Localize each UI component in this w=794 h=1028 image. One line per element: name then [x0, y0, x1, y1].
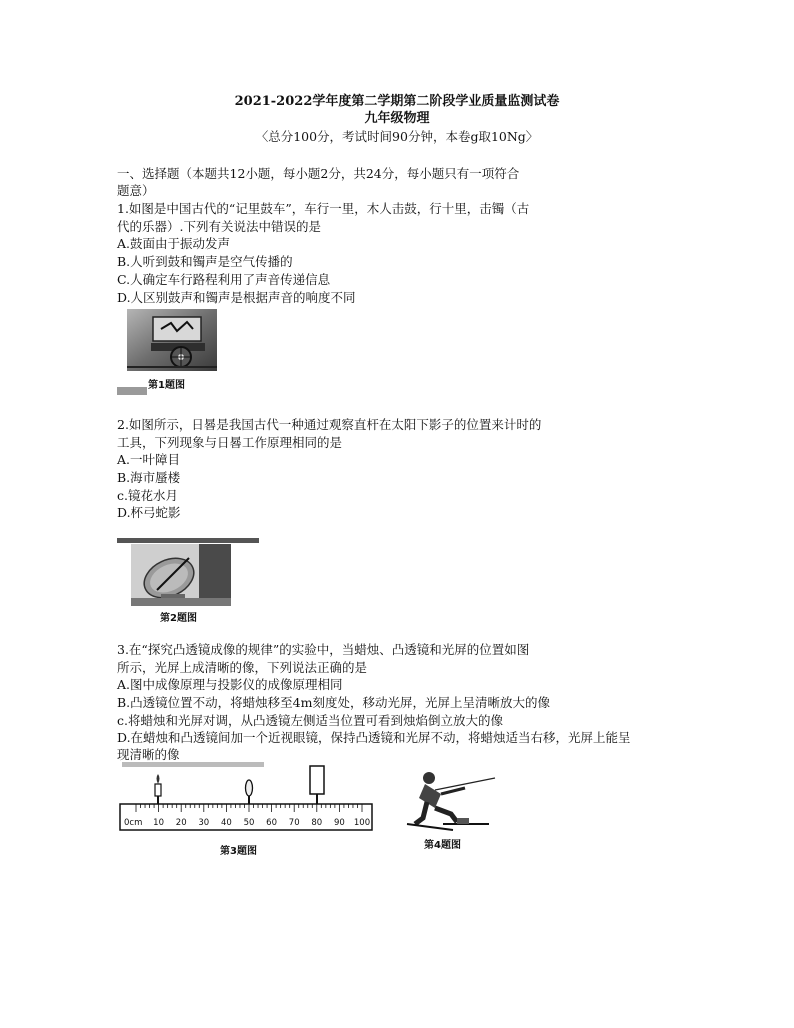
ruler-label: 20 [175, 818, 187, 828]
q1-option-d: D.人区别鼓声和镯声是根据声音的响度不同 [117, 290, 356, 305]
q3-option-d-cont: 现清晰的像 [117, 747, 180, 762]
section-heading-cont: 题意） [117, 183, 155, 198]
q3-stem: 3.在“探究凸透镜成像的规律”的实验中，当蜡烛、凸透镜和光屏的位置如图 [117, 642, 530, 657]
ruler-label: 0cm [124, 818, 143, 828]
section-heading: 一、选择题（本题共12小题，每小题2分，共24分，每小题只有一项符合 [117, 166, 520, 181]
convex-lens [246, 780, 253, 796]
q2-option-b: B.海市蜃楼 [117, 470, 181, 485]
ruler-label: 50 [243, 818, 255, 828]
ruler-label: 90 [333, 818, 345, 828]
ruler-label: 80 [311, 818, 323, 828]
q1-option-c: C.人确定车行路程利用了声音传递信息 [117, 272, 331, 287]
q3-stem-cont: 所示，光屏上成清晰的像，下列说法正确的是 [117, 660, 368, 675]
ruler-label: 40 [220, 818, 232, 828]
light-screen [310, 766, 324, 794]
ruler-label: 70 [288, 818, 300, 828]
skier-head [423, 772, 435, 784]
q3-optical-bench-figure [114, 762, 376, 842]
q2-option-c: c.镜花水月 [117, 488, 178, 503]
exam-note: 〈总分100分，考试时间90分钟，本卷g取10Ng〉 [255, 129, 539, 144]
candle-flame [157, 774, 160, 784]
q2-figure-caption: 第2题图 [160, 613, 197, 624]
q3-option-a: A.图中成像原理与投影仪的成像原理相同 [117, 677, 343, 692]
q1-stem: 1.如图是中国古代的“记里鼓车”，车行一里，木人击鼓，行十里，击镯（古 [117, 201, 530, 216]
q3-option-b: B.凸透镜位置不动，将蜡烛移至4m刻度处，移动光屏，光屏上呈清晰放大的像 [117, 695, 550, 710]
q2-option-d: D.杯弓蛇影 [117, 505, 181, 520]
q1-stem-cont: 代的乐器）.下列有关说法中错误的是 [117, 219, 321, 234]
q4-skier-figure [405, 768, 497, 834]
ruler-label: 60 [266, 818, 278, 828]
ruler-label: 30 [198, 818, 210, 828]
candle [155, 784, 161, 796]
q4-figure-caption: 第4题图 [424, 840, 461, 851]
ruler-label: 10 [153, 818, 165, 828]
q3-option-d: D.在蜡烛和凸透镜间加一个近视眼镜，保持凸透镜和光屏不动，将蜡烛适当右移，光屏上能呈 [117, 730, 631, 745]
q2-stem: 2.如图所示，日晷是我国古代一种通过观察直杆在太阳下影子的位置来计时的 [117, 417, 542, 432]
q1-figure-caption: 第1题图 [148, 380, 185, 391]
q1-option-b: B.人听到鼓和镯声是空气传播的 [117, 254, 293, 269]
q1-option-a: A.鼓面由于振动发声 [117, 236, 231, 251]
exam-title: 2021-2022学年度第二学期第二阶段学业质量监测试卷 [234, 94, 560, 109]
q3-figure-caption: 第3题图 [220, 846, 257, 857]
exam-subject: 九年级物理 [364, 111, 430, 126]
q2-option-a: A.一叶障目 [117, 452, 181, 467]
ruler-label: 100 [353, 818, 371, 828]
q3-option-c: c.将蜡烛和光屏对调，从凸透镜左侧适当位置可看到烛焰倒立放大的像 [117, 713, 503, 728]
q2-stem-cont: 工具，下列现象与日晷工作原理相同的是 [117, 435, 343, 450]
